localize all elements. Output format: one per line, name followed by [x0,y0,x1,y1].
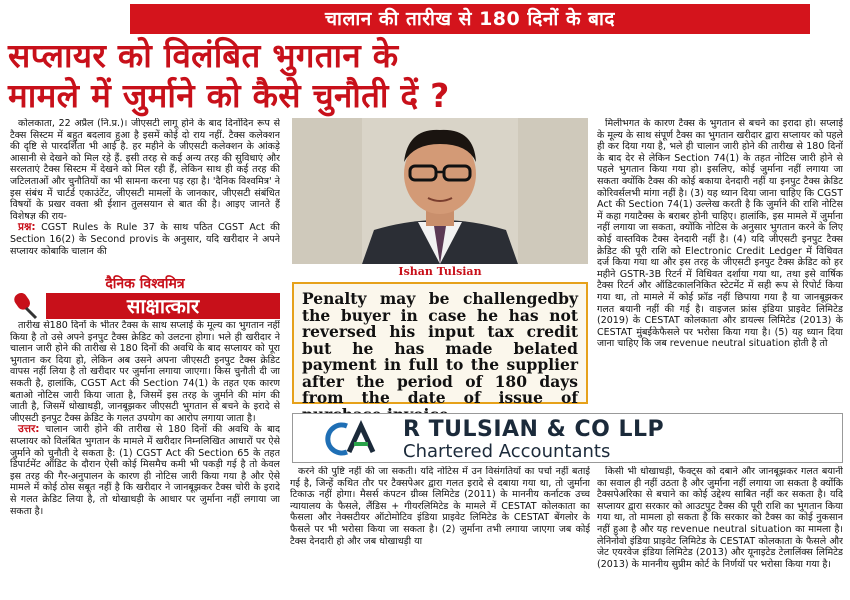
column-2-bottom-text: करने की पुष्टि नहीं की जा सकती। यदि नोटिस में उन विसंगतियों का पर्चा नहीं बताई गई है, जिन्हें कथित तौर पर टैक्सपेअर द्वारा गलत इरादे से दबाया गया था, तो जुर्माना टिकाऊ नहीं होगा। मैसर्स कंपटन ग्रीव्स लिमिटेड (2011) के माननीय कर्नाटक उच्च न्यायालय के फैसले, लैंडिस + गीयरलिमिटेड के मामले में CESTAT कोलकाता का फैसला और नेक्सटीयर ऑटोमोटिव इंडिया प्राइवेट लिमिटेड के CESTAT बेंगलोर के फैसले पर भी भरोसा किया जा सकता है। (2) जुर्माना तभी लगाया जाएगा जब कोई टैक्स देनदारी हो और जब धोखाधड़ी या [290,466,590,547]
question-prefix: प्रश्न: [18,221,36,234]
column-3-top [597,118,843,418]
ca-logo-icon [319,420,379,458]
firm-name: R TULSIAN & CO LLP [403,417,665,442]
pull-quote-text: Penalty may be challengedby the buyer in case he has not reversed his input tax credit but he has made belated payment in full to the supplier after the period of 180 days from the date of issue of [302,289,578,407]
question-paragraph [10,222,280,257]
interview-label: साक्षात्कार [46,293,280,319]
headline-line-2: मामले में जुर्माने को कैसे चुनौती दें ? [8,76,450,115]
question-text: CGST Rules के Rule 37 के साथ पठित CGST Act की Section 16(2) के Second provis के अनुसार, यदि खरीदार ने अपने सप्लायर कोबाकि चालान की [10,222,280,257]
firm-subtitle: Chartered Accountants [403,441,611,462]
column-3-bottom-text: किसी भी धोखाधड़ी, फैक्ट्स को दबाने और जानबूझकर गलत बयानी का सवाल ही नहीं उठता है और जुर्माना नहीं लगाया जा सकता है क्योंकि टैक्सपेअरिका से बचाने का कोई उद्देश्य साबित नहीं कर सकता है। यदि सप्लायर द्वारा सरकार को आउटपुट टैक्स की पूरी राशि का भुगतान किया गया था, तो मामला हो सकता है कि सरकार को टैक्स का कोई नुकसान नहीं हुआ है और यह revenue neutral situation का मामला है। लेनिनोवो इंडिया प्राइवेट लिमिटेड के CESTAT कोलकाता के फैसले और जेट एयरवेज इंडिया लिमिटेड (2013) और यूनाइटेड टेलालिंक्स लिमिटेड (2013) के माननीय सुप्रीम कोर्ट के निर्णयों पर भरोसा किया गया है। [597,466,843,570]
date-banner: चालान की तारीख से 180 दिनों के बाद [130,4,810,34]
intro-paragraph: कोलकाता, 22 अप्रैल (नि.प्र.)। जीएसटी लागू होने के बाद दिनोंदिन रूप से टैक्स सिस्टम में बहुत बदलाव हुआ है इसमें कोई दो राय नहीं. टैक्स कलेक्शन की दृष्टि से पारदर्शिता भी आई है. हर महीने के जीएसटी कलेक्शन के आंकड़े आसानी से देखने को मिल रहे हैं. इसी तरह से कई अन्य तरह की सुविधाएं और सरलताएं टैक्स सिस्टम में देखने को मिल रही हैं, लेकिन साथ ही कई तरह की जटिलताओं और चुनौतियों का भी सामना करना पड़ रहा है। 'दैनिक विश्वमित्र' ने इस संबंध में चार्टर्ड एकाउंटेंट, जीएसटी मामलों के जानकार, जीएसटी संबंधित विषयों के प्रखर वक्ता श्री ईशान तुलसयान से बात की है। आइए जानते हैं विशेषज्ञ की राय- [10,118,280,222]
column-1-bottom [10,320,280,590]
column-1-top [10,118,280,268]
portrait-photo [292,118,588,264]
photo-caption: Ishan Tulsian [398,265,482,278]
headline [8,36,844,116]
column-2-bottom [290,466,590,591]
interview-badge [10,276,280,320]
newspaper-name: दैनिक विश्वमित्र [105,276,185,292]
column-3-text: मिलीभगत के कारण टैक्स के भुगतान से बचने का इरादा हो। सप्लाई के मूल्य के साथ संपूर्ण टैक्स का भुगतान खरीदार द्वारा सप्लायर को पहले ही कर दिया गया है, भले ही चालान जारी होने की तारीख से 180 दिनों के बाद देर से लेकिन Section 74(1) के तहत नोटिस जारी होने से पहले भुगतान किया गया हो। इसलिए, कोई जुर्माना नहीं लगाया जा सकता क्योंकि टैक्स की कोई बकाया देनदारी नहीं या इनपुट टैक्स क्रेडिट कोरिवर्सलभी मांगा नहीं है। (3) यह ध्यान दिया जाना चाहिए कि CGST Act की Section 74(1) उल्लेख करती है कि जुर्माने की राशि नोटिस में कहा गयाटैक्स के बराबर होनी चाहिए। हालांकि, इस मामले में जुर्माना नहीं लगाया जा सकता, क्योंकि नोटिस के अनुसार भुगतान करने के लिए कोई वास्तविक टैक्स देनदारी नहीं है। (4) यदि जीएसटी इनपुट टैक्स क्रेडिट की पूरी राशि को Electronic Credit Ledger में विधिवत दर्ज किया गया था और इस तरह के जीएसटी इनपुट टैक्स क्रेडिट को हर महीने GSTR-3B रिटर्न में विधिवत दर्शाया गया था, तथा इसे वार्षिक टैक्स रिटर्न और ऑडिटकालनिकित स्टेटमेंट में सही रूप से रिपोर्ट किया गया था, तो मामले में कोई फ्रॉड नहीं छिपाया गया है या जानबूझकर गलत बयानी नहीं की गई है। वाइजल फ्रांस इंडिया प्राइवेट लिमिटेड (2019) के CESTAT कोलकाता और डायल्स लिमिटेड (2013) के CESTAT मुंबईकेफैसले पर भरोसा किया गया है। (5) यह ध्यान दिया जाना चाहिए कि जब revenue neutral situation होती है तो [597,118,843,350]
answer-prefix: उत्तर: [18,423,40,436]
answer-text: चालान जारी होने की तारीख से 180 दिनों की अवधि के बाद सप्लायर को विलंबित भुगतान के मामले में खरीदार निम्नलिखित आधारों पर ऐसे जुर्माने को चुनौती दे सकता है: (1) CGST Act की Section 65 के तहत डिपार्टमेंट ऑडिट के दौरान ऐसी कोई मिसमैच कमी भी पकड़ी गई है तो केवल इस तरह की गैर-अनुपालन के कारण ही नोटिस जारी किया गया है और ऐसे मामले में कोई ठोस सबूत नहीं है कि खरीदार ने जानबूझकर टैक्स चोरी के इरादे से गलत क्रेडिट लिया है, तो धोखाधड़ी के आधार पर जुर्माना नहीं लगाया जा सकता है। [10,424,280,517]
headline-line-1: सप्लायर को विलंबित भुगतान के [8,36,399,75]
answer-paragraph [10,424,280,517]
portrait-illustration [292,118,588,264]
pull-quote-box [292,282,588,407]
microphone-icon [12,290,42,320]
column-3-bottom [597,466,843,591]
advertisement-banner [292,413,843,463]
question-continuation: तारीख से180 दिनों के भीतर टैक्स के साथ सप्लाई के मूल्य का भुगतान नहीं किया है तो उसे अपने इनपुट टैक्स क्रेडिट को उलटना होगा। भले ही खरीदार ने चालान जारी होने की तारीख से 180 दिनों की अवधि के बाद सप्लायर को पूरा भुगतान कर दिया हो, लेकिन अब उसने अपना जीएसटी इनपुट टैक्स क्रेडिट वापस नहीं लिया है तो खरीदार पर जुर्माना लगाया जाएगा। किस चुनौती दी जा सकती है, हालांकि, CGST Act की Section 74(1) के तहत एक कारण बताओ नोटिस जारी किया जाता है, जिसमें इस तरह के जुर्माने की मांग की जाती है, जिसमें धोखाधड़ी, जानबूझकर जीएसटी भुगतान से बचने के इरादे से जीएसटी इनपुट टैक्स क्रेडिट के गलत उपयोग का आरोप लगाया जाता है। [10,320,280,424]
